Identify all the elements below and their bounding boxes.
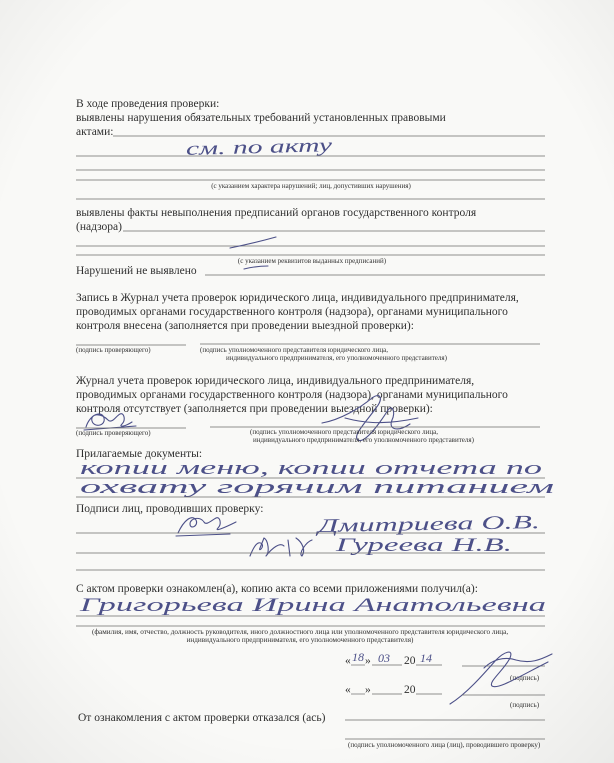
representative-signature-caption: индивидуального предпринимателя, его уполномоченного представителя) — [226, 354, 447, 362]
date-month-handwritten: 03 — [378, 651, 390, 665]
journal-absent-text-line: проводимых органами государственного контроля (надзора), органами муниципального — [76, 389, 508, 401]
date-century: 20 — [404, 684, 416, 696]
date-year-handwritten: 14 — [420, 651, 432, 665]
attachments-handwritten-line: охвату горячим питанием — [80, 477, 554, 498]
inspector-handwritten-name: Гуреева Н.В. — [334, 535, 512, 556]
date-close-quote: » — [365, 684, 371, 696]
representative-signature-caption: (подпись уполномоченного представителя юридического лица, — [250, 428, 438, 436]
violations-text-line: выявлены нарушения обязательных требований установленных правовыми — [76, 112, 446, 124]
journal-entry-text-line: контроля внесена (заполняется при проведении выездной проверки): — [76, 320, 414, 332]
journal-absent-text-line: Журнал учета проверок юридического лица, индивидуального предпринимателя, — [76, 375, 475, 387]
signature-caption: (подпись) — [510, 701, 540, 709]
recipient-caption: (фамилия, имя, отчество, должность руководителя, иного должностного лица или уполномоченного представителя юридического лица, — [92, 628, 509, 636]
orders-text-line: (надзора) — [76, 221, 122, 233]
orders-caption: (с указанием реквизитов выданных предписаний) — [237, 257, 387, 265]
date-day-handwritten: 18 — [352, 650, 364, 664]
refusal-caption: (подпись уполномоченного лица (лиц), проводившего проверку) — [348, 741, 541, 749]
inspectors-label: Подписи лиц, проводивших проверку: — [76, 503, 264, 515]
inspector-signature-caption: (подпись проверяющего) — [76, 429, 151, 437]
attachments-label: Прилагаемые документы: — [76, 448, 203, 460]
no-violations-label: Нарушений не выявлено — [76, 265, 197, 277]
journal-entry-text-line: Запись в Журнал учета проверок юридического лица, индивидуального предпринимателя, — [76, 292, 519, 304]
signature-caption: (подпись) — [510, 674, 540, 682]
recipient-handwritten-name: Григорьева Ирина Анатольевна — [78, 595, 546, 616]
inspector-signature-caption: (подпись проверяющего) — [76, 346, 151, 354]
date-close-quote: » — [365, 655, 371, 667]
violations-text-line: актами: — [76, 126, 114, 138]
journal-entry-text-line: проводимых органами государственного контроля (надзора), органами муниципального — [76, 306, 508, 318]
orders-text-line: выявлены факты невыполнения предписаний органов государственного контроля — [76, 207, 477, 219]
violations-caption: (с указанием характера нарушений; лиц, допустивших нарушения) — [211, 182, 411, 190]
violations-handwritten-note: см. по акту — [185, 136, 280, 160]
journal-absent-text-line: контроля отсутствует (заполняется при проведении выездной проверки): — [76, 403, 433, 415]
representative-signature-caption: индивидуального предпринимателя, его уполномоченного представителя) — [253, 436, 474, 444]
representative-signature-caption: (подпись уполномоченного представителя юридического лица, — [200, 346, 388, 354]
refusal-label: От ознакомления с актом проверки отказался (ась) — [78, 712, 326, 724]
acknowledgement-label: С актом проверки ознакомлен(а), копию акта со всеми приложениями получил(а): — [76, 583, 478, 595]
inspection-intro: В ходе проведения проверки: — [76, 98, 220, 110]
inspector-handwritten-name: Дмитриева О.В. — [317, 513, 451, 537]
date-century: 20 — [404, 655, 416, 667]
date-open-quote: « — [345, 684, 351, 696]
date-open-quote: « — [345, 655, 351, 667]
recipient-caption: индивидуального предпринимателя, его уполномоченного представителя) — [186, 636, 414, 644]
attachments-handwritten-line: копии меню, копии отчета по — [80, 458, 542, 479]
